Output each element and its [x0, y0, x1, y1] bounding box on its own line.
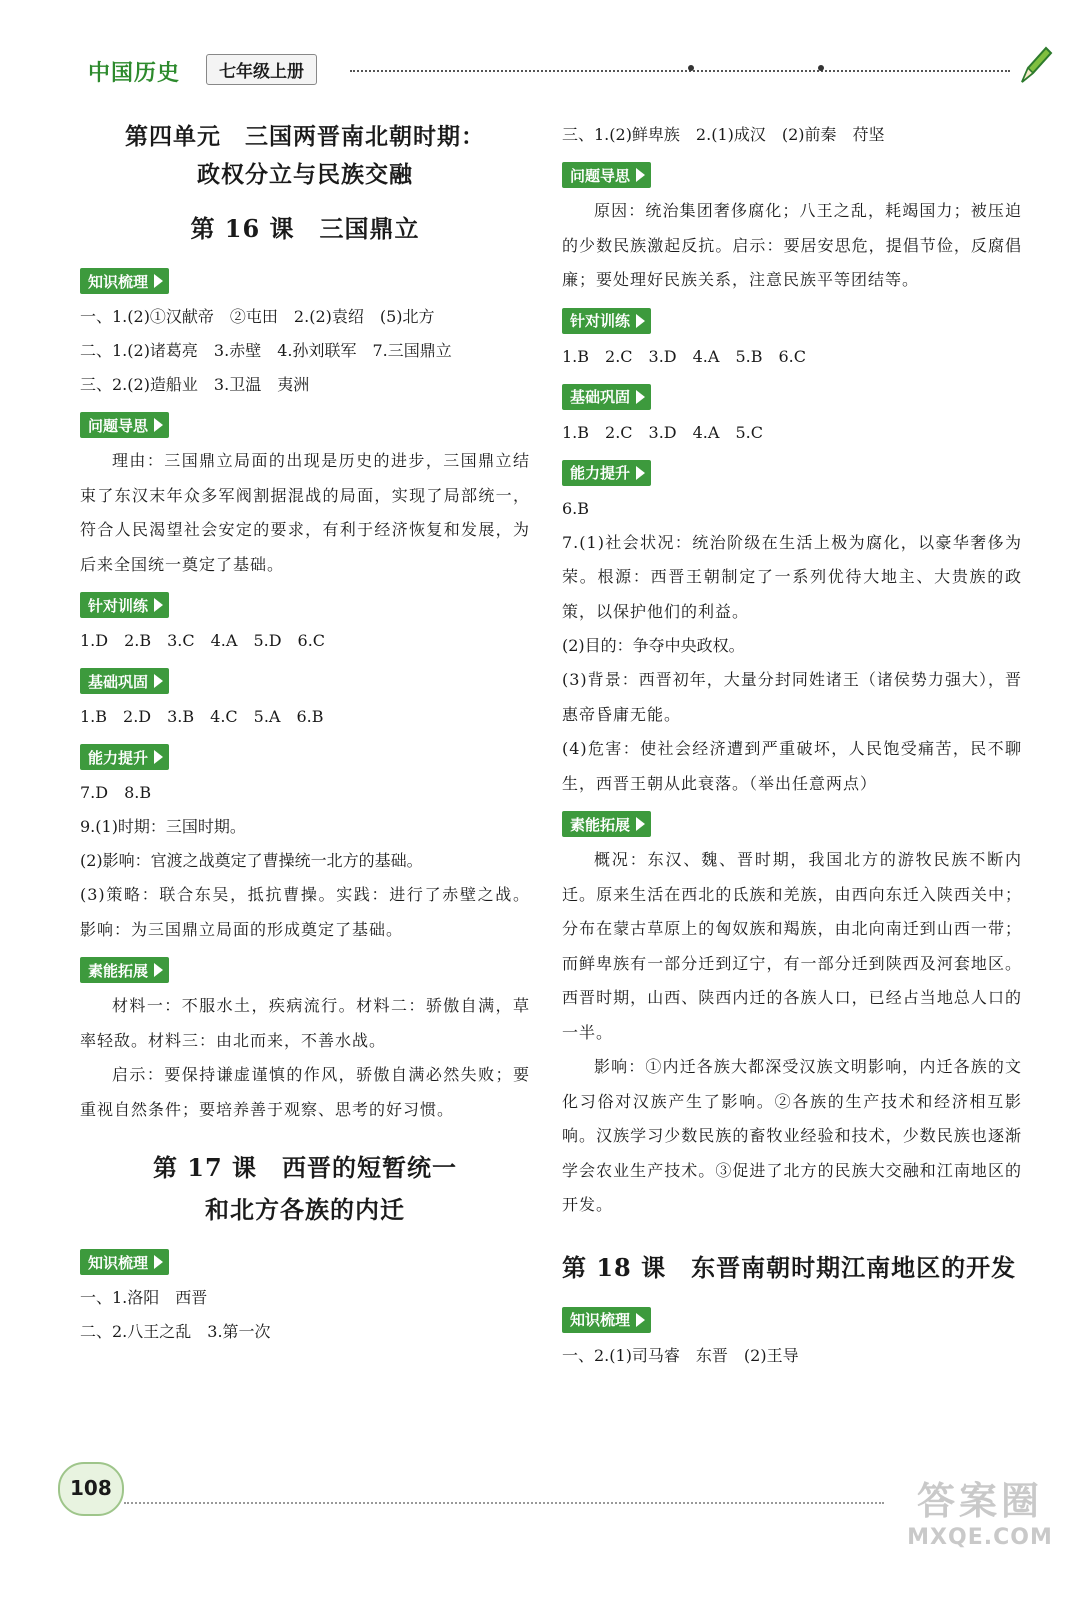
answer-paragraph: 材料一：不服水土，疾病流行。材料二：骄傲自满，草率轻敌。材料三：由北而来，不善水战。	[80, 996, 530, 1050]
answer-line: 一、1.(2)①汉献帝 ②屯田 2.(2)袁绍 (5)北方	[80, 307, 435, 326]
header-divider	[350, 70, 1010, 72]
left-column	[80, 118, 530, 1349]
tag-knowledge: 知识梳理	[562, 1307, 651, 1333]
grade-label: 七年级上册	[206, 54, 317, 85]
tag-ability: 能力提升	[80, 744, 169, 770]
tag-question: 问题导思	[562, 162, 651, 188]
right-column	[562, 118, 1022, 1373]
pen-icon	[1018, 42, 1054, 86]
answer-line: 1.D 2.B 3.C 4.A 5.D 6.C	[80, 631, 326, 650]
play-arrow-icon	[154, 598, 163, 612]
play-arrow-icon	[154, 674, 163, 688]
subject-title: 中国历史	[88, 61, 181, 86]
answer-line: 一、1.洛阳 西晋	[80, 1288, 208, 1307]
answer-line: 9.(1)时期：三国时期。	[80, 817, 246, 836]
play-arrow-icon	[154, 750, 163, 764]
watermark-url: MXQE.COM	[907, 1525, 1053, 1550]
answer-line: 二、1.(2)诸葛亮 3.赤壁 4.孙刘联军 7.三国鼎立	[80, 341, 452, 360]
answer-line: 三、1.(2)鲜卑族 2.(1)成汉 (2)前秦 苻坚	[562, 125, 885, 144]
play-arrow-icon	[154, 963, 163, 977]
answer-paragraph: (4)危害：使社会经济遭到严重破坏，人民饱受痛苦，民不聊生，西晋王朝从此衰落。（举出任意两点）	[562, 739, 1022, 793]
play-arrow-icon	[636, 817, 645, 831]
page-number: 108	[70, 1476, 112, 1500]
answer-line: (2)目的：争夺中央政权。	[562, 636, 745, 655]
play-arrow-icon	[154, 274, 163, 288]
answer-paragraph: 影响：①内迁各族大都深受汉族文明影响，内迁各族的文化习俗对汉族产生了影响。②各族的生产技术和经济相互影响。汉族学习少数民族的畜牧业经验和技术，少数民族也逐渐学会农业生产技术。③促进了北方的民族大交融和江南地区的开发。	[562, 1057, 1022, 1214]
answer-paragraph: 理由：三国鼎立局面的出现是历史的进步，三国鼎立结束了东汉末年众多军阀割据混战的局面，实现了局部统一，符合人民渴望社会安定的要求，有利于经济恢复和发展，为后来全国统一奠定了基础。	[80, 451, 530, 574]
play-arrow-icon	[636, 466, 645, 480]
tag-knowledge: 知识梳理	[80, 1249, 169, 1275]
tag-extension: 素能拓展	[562, 811, 651, 837]
answer-line: 1.B 2.C 3.D 4.A 5.B 6.C	[562, 346, 806, 366]
answer-paragraph: 概况：东汉、魏、晋时期，我国北方的游牧民族不断内迁。原来生活在西北的氐族和羌族，由西向东迁入陕西关中；分布在蒙古草原上的匈奴族和羯族，由北向南迁到山西一带；而鲜卑族有一部分迁到辽宁，有一部分迁到陕西及河套地区。西晋时期，山西、陕西内迁的各族人口，已经占当地总人口的一半。	[562, 850, 1022, 1042]
tag-basic: 基础巩固	[80, 668, 169, 694]
answer-line: (2)影响：官渡之战奠定了曹操统一北方的基础。	[80, 851, 423, 870]
page-header	[88, 50, 1048, 90]
header-dot	[818, 65, 824, 71]
tag-basic: 基础巩固	[562, 384, 651, 410]
watermark-cn: 答案圈	[916, 1479, 1043, 1523]
answer-line: 7.D 8.B	[80, 783, 152, 802]
answer-paragraph: (3)策略：联合东吴，抵抗曹操。实践：进行了赤壁之战。影响：为三国鼎立局面的形成奠定了基础。	[80, 885, 530, 939]
play-arrow-icon	[636, 314, 645, 328]
watermark	[880, 1470, 1080, 1550]
play-arrow-icon	[154, 1255, 163, 1269]
answer-paragraph: (3)背景：西晋初年，大量分封同姓诸王（诸侯势力强大），晋惠帝昏庸无能。	[562, 670, 1022, 724]
play-arrow-icon	[154, 418, 163, 432]
lesson-title-line: 和北方各族的内迁	[205, 1195, 405, 1224]
tag-targeted: 针对训练	[562, 308, 651, 334]
play-arrow-icon	[636, 390, 645, 404]
lesson-title-line: 第 17 课 西晋的短暂统一	[152, 1153, 458, 1182]
play-arrow-icon	[636, 1313, 645, 1327]
answer-paragraph: 启示：要保持谦虚谨慎的作风，骄傲自满必然失败；要重视自然条件；要培养善于观察、思考的好习惯。	[80, 1065, 530, 1119]
header-dot	[688, 65, 694, 71]
answer-line: 1.B 2.D 3.B 4.C 5.A 6.B	[80, 707, 324, 726]
lesson-18-title: 第 18 课 东晋南朝时期江南地区的开发	[562, 1252, 1017, 1282]
tag-question: 问题导思	[80, 412, 169, 438]
answer-paragraph: 7.(1)社会状况：统治阶级在生活上极为腐化，以豪华奢侈为荣。根源：西晋王朝制定了一系列优待大地主、大贵族的政策，以保护他们的利益。	[562, 532, 1022, 621]
answer-line: 三、2.(2)造船业 3.卫温 夷洲	[80, 375, 310, 394]
lesson-17-title	[80, 1147, 530, 1231]
unit-title-line: 第四单元 三国两晋南北朝时期：	[125, 123, 485, 150]
answer-line: 二、2.八王之乱 3.第一次	[80, 1322, 271, 1341]
play-arrow-icon	[636, 168, 645, 182]
tag-ability: 能力提升	[562, 460, 651, 486]
unit-title	[80, 118, 530, 194]
answer-line: 6.B	[562, 498, 590, 518]
tag-knowledge: 知识梳理	[80, 268, 169, 294]
tag-targeted: 针对训练	[80, 592, 169, 618]
answer-paragraph: 原因：统治集团奢侈腐化；八王之乱，耗竭国力；被压迫的少数民族激起反抗。启示：要居安思危，提倡节俭，反腐倡廉；要处理好民族关系，注意民族平等团结等。	[562, 201, 1022, 289]
unit-title-line: 政权分立与民族交融	[197, 161, 413, 188]
answer-line: 1.B 2.C 3.D 4.A 5.C	[562, 422, 763, 442]
footer-divider	[124, 1502, 884, 1504]
answer-line: 一、2.(1)司马睿 东晋 (2)王导	[562, 1345, 799, 1365]
tag-extension: 素能拓展	[80, 957, 169, 983]
lesson-16-title: 第 16 课 三国鼎立	[190, 214, 420, 243]
